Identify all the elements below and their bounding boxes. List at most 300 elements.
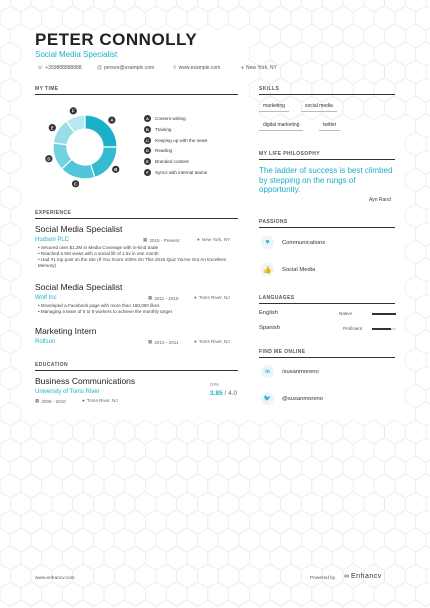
background-hexagon bbox=[42, 510, 63, 534]
background-hexagon bbox=[281, 24, 302, 48]
background-hexagon bbox=[385, 420, 406, 444]
background-hexagon bbox=[405, 0, 426, 12]
background-hexagon bbox=[343, 528, 364, 552]
background-hexagon bbox=[0, 204, 10, 228]
background-hexagon bbox=[260, 492, 281, 516]
background-hexagon bbox=[426, 276, 430, 300]
background-hexagon bbox=[385, 492, 406, 516]
background-hexagon bbox=[177, 600, 198, 608]
background-hexagon bbox=[114, 420, 135, 444]
background-hexagon bbox=[73, 0, 94, 12]
background-hexagon bbox=[73, 420, 94, 444]
background-hexagon bbox=[353, 546, 374, 570]
contact-website[interactable]: ⚲ www.example.com bbox=[173, 65, 221, 71]
section-divider bbox=[259, 303, 395, 304]
background-hexagon bbox=[395, 474, 416, 498]
background-hexagon bbox=[146, 438, 167, 462]
background-hexagon bbox=[208, 582, 229, 606]
background-hexagon bbox=[52, 456, 73, 480]
job-dates: ▦ 2010 - 2011 bbox=[148, 339, 179, 345]
section-divider bbox=[259, 227, 395, 228]
background-hexagon bbox=[73, 528, 94, 552]
background-hexagon bbox=[229, 438, 250, 462]
company-name: Hudson PLC bbox=[35, 237, 70, 243]
background-hexagon bbox=[364, 528, 385, 552]
background-hexagon bbox=[218, 0, 239, 12]
background-hexagon bbox=[21, 6, 42, 30]
background-hexagon bbox=[281, 492, 302, 516]
background-hexagon bbox=[166, 438, 187, 462]
calendar-icon: ▦ bbox=[148, 295, 153, 300]
job-location: ● New York, NY bbox=[197, 237, 231, 242]
background-hexagon bbox=[426, 0, 430, 12]
passion-item: 👍 Social Media bbox=[261, 263, 315, 276]
background-hexagon bbox=[62, 546, 83, 570]
background-hexagon bbox=[104, 546, 125, 570]
background-hexagon bbox=[208, 474, 229, 498]
background-hexagon bbox=[353, 582, 374, 606]
background-hexagon bbox=[353, 6, 374, 30]
background-hexagon bbox=[125, 510, 146, 534]
background-hexagon bbox=[364, 0, 385, 12]
background-hexagon bbox=[416, 150, 430, 174]
background-hexagon bbox=[0, 330, 21, 354]
background-hexagon bbox=[260, 528, 281, 552]
background-hexagon bbox=[281, 564, 302, 588]
background-hexagon bbox=[94, 0, 115, 12]
background-hexagon bbox=[208, 6, 229, 30]
background-hexagon bbox=[374, 6, 395, 30]
candidate-title: Social Media Specialist bbox=[35, 50, 118, 59]
background-hexagon bbox=[21, 582, 42, 606]
background-hexagon bbox=[104, 474, 125, 498]
background-hexagon bbox=[312, 510, 333, 534]
legend-label: Content writing bbox=[155, 116, 186, 121]
background-hexagon bbox=[10, 0, 31, 12]
background-hexagon bbox=[416, 474, 430, 498]
background-hexagon bbox=[281, 420, 302, 444]
background-hexagon bbox=[416, 6, 430, 30]
background-hexagon bbox=[281, 0, 302, 12]
background-hexagon bbox=[385, 528, 406, 552]
background-hexagon bbox=[426, 132, 430, 156]
language-level-track bbox=[372, 328, 396, 330]
linkedin-icon: in bbox=[261, 365, 274, 378]
background-hexagon bbox=[73, 456, 94, 480]
background-hexagon bbox=[0, 78, 21, 102]
background-hexagon bbox=[10, 456, 31, 480]
background-hexagon bbox=[333, 582, 354, 606]
background-hexagon bbox=[198, 0, 219, 12]
background-hexagon bbox=[385, 456, 406, 480]
background-hexagon bbox=[187, 438, 208, 462]
background-hexagon bbox=[260, 600, 281, 608]
background-hexagon bbox=[364, 600, 385, 608]
background-hexagon bbox=[166, 582, 187, 606]
background-hexagon bbox=[301, 528, 322, 552]
background-hexagon bbox=[177, 564, 198, 588]
background-hexagon bbox=[385, 60, 406, 84]
background-hexagon bbox=[249, 474, 270, 498]
background-hexagon bbox=[146, 6, 167, 30]
background-hexagon bbox=[416, 114, 430, 138]
background-hexagon bbox=[353, 78, 374, 102]
background-hexagon bbox=[405, 456, 426, 480]
background-hexagon bbox=[416, 78, 430, 102]
my-time-legend bbox=[144, 115, 207, 176]
quote-author: Ayn Rand bbox=[369, 197, 391, 203]
background-hexagon bbox=[114, 0, 135, 12]
location-pin-icon: ● bbox=[194, 339, 197, 344]
background-hexagon bbox=[31, 420, 52, 444]
background-hexagon bbox=[0, 402, 21, 426]
background-hexagon bbox=[322, 528, 343, 552]
background-hexagon bbox=[10, 564, 31, 588]
background-hexagon bbox=[301, 600, 322, 608]
background-hexagon bbox=[114, 492, 135, 516]
background-hexagon bbox=[364, 24, 385, 48]
legend-item bbox=[144, 126, 207, 133]
background-hexagon bbox=[333, 546, 354, 570]
enhancv-logo: ∞ Enhancv bbox=[344, 573, 382, 580]
background-hexagon bbox=[229, 474, 250, 498]
background-hexagon bbox=[374, 438, 395, 462]
background-hexagon bbox=[21, 474, 42, 498]
background-hexagon bbox=[333, 474, 354, 498]
background-hexagon bbox=[0, 582, 21, 606]
language-level-bar bbox=[372, 313, 396, 315]
background-hexagon bbox=[104, 510, 125, 534]
background-hexagon bbox=[322, 492, 343, 516]
donut-marker-label: B bbox=[114, 166, 118, 172]
language-level-bar bbox=[372, 328, 391, 330]
language-name: Spanish bbox=[259, 325, 280, 331]
background-hexagon bbox=[364, 492, 385, 516]
background-hexagon bbox=[73, 600, 94, 608]
background-hexagon bbox=[343, 456, 364, 480]
legend-item bbox=[144, 158, 207, 165]
background-hexagon bbox=[94, 528, 115, 552]
background-hexagon bbox=[62, 474, 83, 498]
background-hexagon bbox=[104, 6, 125, 30]
background-hexagon bbox=[426, 168, 430, 192]
skill-tag: digital marketing bbox=[259, 120, 303, 131]
background-hexagon bbox=[166, 474, 187, 498]
background-hexagon bbox=[156, 528, 177, 552]
background-hexagon bbox=[135, 564, 156, 588]
background-hexagon bbox=[0, 240, 10, 264]
skill-tag: twitter bbox=[319, 120, 340, 131]
background-hexagon bbox=[135, 420, 156, 444]
background-hexagon bbox=[270, 6, 291, 30]
background-hexagon bbox=[218, 420, 239, 444]
background-hexagon bbox=[198, 456, 219, 480]
background-hexagon bbox=[83, 582, 104, 606]
background-hexagon bbox=[374, 78, 395, 102]
background-hexagon bbox=[416, 222, 430, 246]
language-level-track bbox=[372, 313, 396, 315]
background-hexagon bbox=[322, 456, 343, 480]
link-icon: ⚲ bbox=[173, 65, 177, 71]
job-location: ● Toms River, NJ bbox=[194, 295, 230, 300]
background-hexagon bbox=[198, 528, 219, 552]
background-hexagon bbox=[353, 438, 374, 462]
background-hexagon bbox=[0, 6, 21, 30]
background-hexagon bbox=[208, 438, 229, 462]
background-hexagon bbox=[291, 546, 312, 570]
background-hexagon bbox=[31, 492, 52, 516]
background-hexagon bbox=[301, 24, 322, 48]
donut-marker-label: D bbox=[47, 156, 51, 162]
background-hexagon bbox=[31, 600, 52, 608]
calendar-icon: ▦ bbox=[148, 339, 153, 344]
twitter-icon: 🐦 bbox=[261, 392, 274, 405]
background-hexagon bbox=[364, 60, 385, 84]
section-divider bbox=[35, 94, 238, 95]
background-hexagon bbox=[322, 0, 343, 12]
donut-marker-label: E bbox=[50, 125, 54, 131]
background-hexagon bbox=[416, 294, 430, 318]
background-hexagon bbox=[0, 438, 21, 462]
background-hexagon bbox=[166, 6, 187, 30]
background-hexagon bbox=[0, 276, 10, 300]
background-hexagon bbox=[83, 6, 104, 30]
background-hexagon bbox=[374, 510, 395, 534]
background-hexagon bbox=[83, 546, 104, 570]
background-hexagon bbox=[83, 438, 104, 462]
background-hexagon bbox=[198, 564, 219, 588]
background-hexagon bbox=[291, 510, 312, 534]
calendar-icon: ▦ bbox=[143, 237, 148, 242]
my-time-heading: MY TIME bbox=[35, 86, 59, 92]
contact-email[interactable]: @ person@example.com bbox=[97, 65, 155, 71]
background-hexagon bbox=[10, 600, 31, 608]
background-hexagon bbox=[405, 24, 426, 48]
find-me-heading: FIND ME ONLINE bbox=[259, 349, 306, 355]
background-hexagon bbox=[405, 348, 426, 372]
background-hexagon bbox=[187, 582, 208, 606]
background-hexagon bbox=[405, 96, 426, 120]
online-profile-linkedin[interactable]: in /susanmoreno bbox=[261, 365, 319, 378]
background-hexagon bbox=[187, 510, 208, 534]
background-hexagon bbox=[0, 456, 10, 480]
background-hexagon bbox=[125, 582, 146, 606]
background-hexagon bbox=[405, 132, 426, 156]
background-hexagon bbox=[322, 600, 343, 608]
background-hexagon bbox=[416, 546, 430, 570]
background-hexagon bbox=[166, 510, 187, 534]
background-hexagon bbox=[177, 0, 198, 12]
background-hexagon bbox=[218, 564, 239, 588]
background-hexagon bbox=[177, 492, 198, 516]
language-name: English bbox=[259, 310, 279, 316]
background-hexagon bbox=[270, 474, 291, 498]
contact-phone: ☏ +359888888888 bbox=[37, 65, 82, 71]
enhancv-logo-icon: ∞ bbox=[344, 573, 349, 580]
legend-label: Keeping up with the news bbox=[155, 137, 208, 143]
background-hexagon bbox=[364, 96, 385, 120]
background-hexagon bbox=[416, 186, 430, 210]
education-heading: EDUCATION bbox=[35, 362, 68, 368]
section-divider bbox=[259, 159, 395, 160]
legend-label: Training bbox=[155, 126, 172, 132]
section-divider bbox=[259, 357, 395, 358]
legend-marker: A bbox=[144, 115, 151, 122]
job-title: Social Media Specialist bbox=[35, 282, 123, 292]
background-hexagon bbox=[0, 150, 21, 174]
philosophy-quote: The ladder of success is best climbed by stepping on the rungs of opportunity. bbox=[259, 166, 393, 194]
background-hexagon bbox=[416, 582, 430, 606]
background-hexagon bbox=[353, 42, 374, 66]
background-hexagon bbox=[146, 582, 167, 606]
background-hexagon bbox=[229, 582, 250, 606]
background-hexagon bbox=[156, 564, 177, 588]
section-divider bbox=[35, 370, 238, 371]
background-hexagon bbox=[0, 312, 10, 336]
background-hexagon bbox=[0, 366, 21, 390]
background-hexagon bbox=[94, 420, 115, 444]
background-hexagon bbox=[322, 60, 343, 84]
background-hexagon bbox=[426, 492, 430, 516]
background-hexagon bbox=[83, 510, 104, 534]
school-name: University of Toms River bbox=[35, 389, 100, 395]
background-hexagon bbox=[385, 96, 406, 120]
background-hexagon bbox=[312, 6, 333, 30]
background-hexagon bbox=[208, 510, 229, 534]
background-hexagon bbox=[239, 420, 260, 444]
background-hexagon bbox=[426, 384, 430, 408]
background-hexagon bbox=[405, 168, 426, 192]
background-hexagon bbox=[73, 492, 94, 516]
background-hexagon bbox=[405, 60, 426, 84]
background-hexagon bbox=[218, 456, 239, 480]
background-hexagon bbox=[405, 276, 426, 300]
legend-marker: E bbox=[144, 158, 151, 165]
background-hexagon bbox=[333, 510, 354, 534]
background-hexagon bbox=[146, 510, 167, 534]
background-hexagon bbox=[21, 546, 42, 570]
gpa-label: GPA bbox=[210, 382, 220, 387]
background-hexagon bbox=[104, 438, 125, 462]
background-hexagon bbox=[395, 42, 416, 66]
calendar-icon: ▦ bbox=[35, 398, 40, 403]
list-item: • Secured over $1.2M in Media Coverage with in-kind trade bbox=[38, 245, 159, 250]
background-hexagon bbox=[114, 600, 135, 608]
background-hexagon bbox=[301, 420, 322, 444]
background-hexagon bbox=[0, 168, 10, 192]
job-location: ● Toms River, NJ bbox=[194, 339, 230, 344]
background-hexagon bbox=[0, 528, 10, 552]
background-hexagon bbox=[0, 294, 21, 318]
background-hexagon bbox=[21, 510, 42, 534]
legend-label: Branded content bbox=[155, 159, 189, 165]
background-hexagon bbox=[0, 384, 10, 408]
language-level: Proficient bbox=[343, 326, 363, 331]
skill-tag: social media bbox=[301, 101, 337, 112]
background-hexagon bbox=[42, 582, 63, 606]
background-hexagon bbox=[270, 510, 291, 534]
background-hexagon bbox=[0, 42, 21, 66]
background-hexagon bbox=[364, 456, 385, 480]
background-hexagon bbox=[94, 492, 115, 516]
passion-item: ♥ Communications bbox=[261, 236, 325, 249]
background-hexagon bbox=[405, 420, 426, 444]
background-hexagon bbox=[114, 528, 135, 552]
legend-marker: D bbox=[144, 147, 151, 154]
background-hexagon bbox=[270, 546, 291, 570]
contact-location: ● New York, NY bbox=[241, 65, 277, 71]
background-hexagon bbox=[301, 456, 322, 480]
background-hexagon bbox=[135, 600, 156, 608]
background-hexagon bbox=[156, 456, 177, 480]
background-hexagon bbox=[374, 474, 395, 498]
online-profile-twitter[interactable]: 🐦 @susanmoreno bbox=[261, 392, 323, 405]
thumbs-up-icon: 👍 bbox=[261, 263, 274, 276]
background-hexagon bbox=[125, 438, 146, 462]
footer-powered-by: Powered by bbox=[310, 576, 336, 581]
background-hexagon bbox=[0, 510, 21, 534]
background-hexagon bbox=[426, 24, 430, 48]
job-title: Marketing Intern bbox=[35, 326, 97, 336]
background-hexagon bbox=[156, 420, 177, 444]
legend-label: Reading bbox=[155, 148, 173, 154]
footer-site[interactable]: www.enhancv.com bbox=[35, 576, 75, 581]
background-hexagon bbox=[260, 564, 281, 588]
background-hexagon bbox=[416, 366, 430, 390]
background-hexagon bbox=[156, 600, 177, 608]
background-hexagon bbox=[42, 438, 63, 462]
background-hexagon bbox=[405, 240, 426, 264]
background-hexagon bbox=[0, 258, 21, 282]
background-hexagon bbox=[281, 456, 302, 480]
legend-item bbox=[144, 169, 207, 176]
background-hexagon bbox=[385, 0, 406, 12]
background-hexagon bbox=[0, 222, 21, 246]
background-hexagon bbox=[31, 0, 52, 12]
background-hexagon bbox=[42, 6, 63, 30]
background-hexagon bbox=[0, 420, 10, 444]
background-hexagon bbox=[114, 456, 135, 480]
list-item: • Developed a Facebook page with more than 160,000 likes bbox=[38, 303, 160, 308]
background-hexagon bbox=[0, 186, 21, 210]
list-item: • Reached 5.5M views with a social lift of 1.5x in one month bbox=[38, 251, 159, 256]
background-hexagon bbox=[301, 492, 322, 516]
background-hexagon bbox=[385, 600, 406, 608]
background-hexagon bbox=[218, 492, 239, 516]
background-hexagon bbox=[52, 492, 73, 516]
list-item: • Managing a team of 5 to 8 workers to achieve the monthly target bbox=[38, 309, 172, 314]
background-hexagon bbox=[416, 438, 430, 462]
background-hexagon bbox=[260, 420, 281, 444]
background-hexagon bbox=[249, 6, 270, 30]
background-hexagon bbox=[62, 510, 83, 534]
background-hexagon bbox=[312, 78, 333, 102]
background-hexagon bbox=[0, 546, 21, 570]
background-hexagon bbox=[416, 258, 430, 282]
background-hexagon bbox=[10, 420, 31, 444]
background-hexagon bbox=[156, 0, 177, 12]
job-dates: ▦ 2015 - Present bbox=[143, 237, 180, 243]
background-hexagon bbox=[405, 528, 426, 552]
background-hexagon bbox=[270, 438, 291, 462]
background-hexagon bbox=[385, 24, 406, 48]
background-hexagon bbox=[52, 600, 73, 608]
background-hexagon bbox=[281, 60, 302, 84]
background-hexagon bbox=[333, 78, 354, 102]
background-hexagon bbox=[395, 6, 416, 30]
location-pin-icon: ● bbox=[197, 237, 200, 242]
background-hexagon bbox=[94, 564, 115, 588]
